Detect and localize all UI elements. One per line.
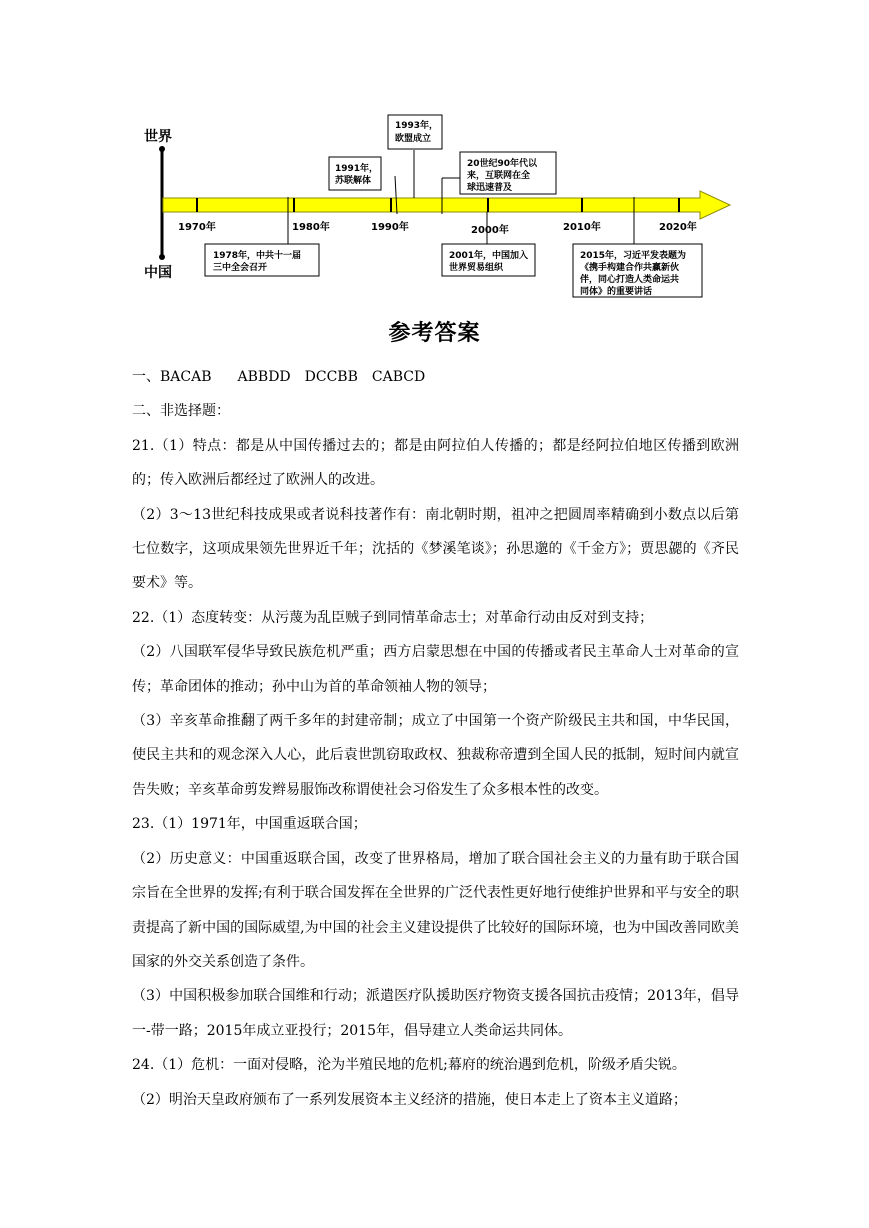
event-box-1993 bbox=[388, 115, 442, 149]
answer-paragraph: 24.（1）危机：一面对侵略，沦为半殖民地的危机;幕府的统治遇到危机，阶级矛盾尖锐。 bbox=[132, 1057, 686, 1074]
year-label: 1980年 bbox=[292, 222, 330, 233]
answer-paragraph: 22.（1）态度转变：从污蔑为乱臣贼子到同情革命志士；对革命行动由反对到支持； bbox=[132, 609, 654, 626]
event-box-2015 bbox=[573, 244, 702, 297]
event-text: 世界贸易组织 bbox=[449, 263, 504, 273]
event-text: 球迅速普及 bbox=[467, 183, 513, 193]
year-label: 2020年 bbox=[659, 222, 697, 233]
event-text: 来，互联网在全 bbox=[467, 171, 531, 181]
event-text: 伴，同心打造人类命运共 bbox=[580, 275, 680, 285]
answer-paragraph: 21.（1）特点：都是从中国传播过去的；都是由阿拉伯人传播的；都是经阿拉伯地区传播到欧洲的；传入欧洲后都经过了欧洲人的改进。 bbox=[132, 437, 739, 489]
event-box-internet bbox=[460, 152, 556, 194]
event-text: 三中全会召开 bbox=[213, 263, 268, 273]
answer-paragraph: （2）3～13世纪科技成果或者说科技著作有：南北朝时期，祖冲之把圆周率精确到小数点以后第七位数字，这项成果领先世界近千年；沈括的《梦溪笔谈》；孙思邈的《千金方》；贾思勰的《齐民要术》等。 bbox=[132, 506, 739, 592]
timeline-diagram bbox=[0, 0, 869, 310]
event-text: 1993年， bbox=[395, 121, 439, 131]
answer-paragraph: （3）中国积极参加联合国维和行动；派遣医疗队援助医疗物资支援各国抗击疫情；2013年，倡导一-带一路；2015年成立亚投行；2015年，倡导建立人类命运共同体。 bbox=[132, 988, 739, 1039]
answer-paragraph: （2）明治天皇政府颁布了一系列发展资本主义经济的措施，使日本走上了资本主义道路； bbox=[132, 1091, 687, 1108]
year-label: 1970年 bbox=[178, 222, 216, 233]
event-text: 同体》的重要讲话 bbox=[580, 287, 653, 297]
timeline-arrow-bar bbox=[163, 191, 730, 219]
label-china: 中国 bbox=[144, 265, 172, 281]
event-text: 2015年，习近平发表题为 bbox=[580, 251, 687, 261]
year-label: 2000年 bbox=[471, 225, 509, 236]
axis-top-dot bbox=[159, 146, 165, 152]
answers-title: 参考答案 bbox=[388, 320, 481, 346]
mc-group: CABCD bbox=[371, 369, 426, 385]
mc-prefix: 一、BACAB bbox=[132, 369, 212, 385]
year-label: 2010年 bbox=[563, 222, 601, 233]
event-text: 苏联解体 bbox=[335, 176, 372, 186]
mc-group: DCCBB bbox=[304, 369, 358, 385]
event-text: 2001年，中国加入 bbox=[449, 251, 529, 261]
event-box-1978 bbox=[205, 244, 319, 276]
event-text: 20世纪90年代以 bbox=[467, 159, 538, 169]
event-text: 1991年， bbox=[335, 164, 379, 174]
event-text: 《携手构建合作共赢新伙 bbox=[580, 263, 680, 273]
answer-paragraph: （2）八国联军侵华导致民族危机严重；西方启蒙思想在中国的传播或者民主革命人士对革命的宣传；革命团体的推动；孙中山为首的革命领袖人物的领导； bbox=[132, 644, 739, 695]
event-box-1991 bbox=[329, 157, 381, 190]
mc-group: ABBDD bbox=[237, 369, 291, 385]
mc-answers bbox=[132, 360, 739, 394]
section-heading: 二、非选择题： bbox=[132, 403, 230, 420]
axis-bottom-dot bbox=[159, 254, 165, 260]
event-text: 欧盟成立 bbox=[395, 134, 432, 144]
answer-paragraph: （2）历史意义：中国重返联合国，改变了世界格局，增加了联合国社会主义的力量有助于联合国宗旨在全世界的发挥;有利于联合国发挥在全世界的广泛代表性更好地行使维护世界和平与安全的职责提高了新中国的国际威望,为中国的社会主义建设提供了比较好的国际环境，也为中国改善同欧美国家的外交关系创造了条件。 bbox=[132, 850, 739, 970]
event-text: 1978年，中共十一届 bbox=[213, 251, 302, 261]
answers-body bbox=[132, 360, 739, 1117]
event-box-2001 bbox=[442, 244, 535, 276]
answer-paragraph: 23.（1）1971年，中国重返联合国； bbox=[132, 816, 367, 833]
label-world: 世界 bbox=[144, 129, 172, 145]
answer-paragraph: （3）辛亥革命推翻了两千多年的封建帝制；成立了中国第一个资产阶级民主共和国，中华民国，使民主共和的观念深入人心，此后袁世凯窃取政权、独裁称帝遭到全国人民的抵制，短时间内就宣告失败；辛亥革命剪发辫易服饰改称谓使社会习俗发生了众多根本性的改变。 bbox=[132, 713, 739, 798]
year-label: 1990年 bbox=[371, 222, 409, 233]
